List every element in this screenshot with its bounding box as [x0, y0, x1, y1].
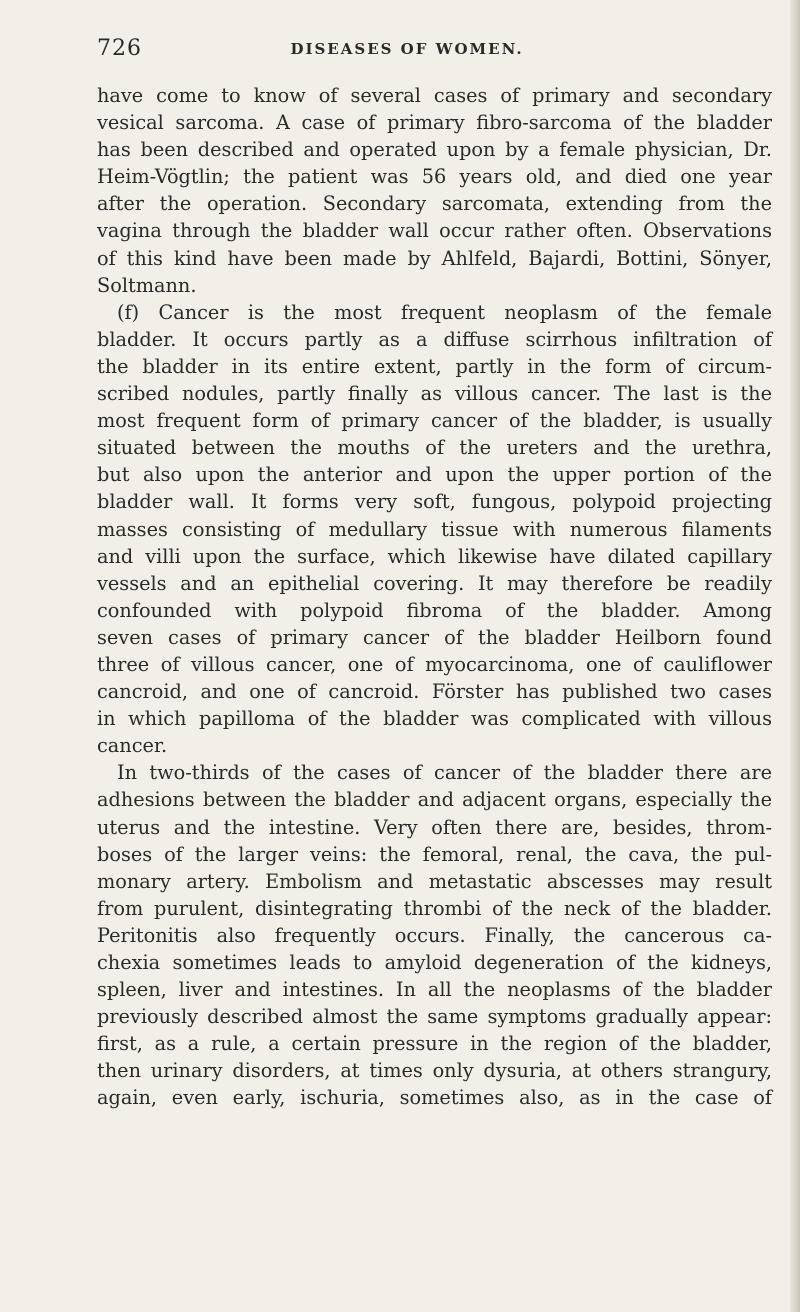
- text-line: vessels and an epithelial covering. It may therefore be readily: [97, 571, 772, 595]
- text-line: masses consisting of medullary tissue with numerous filaments: [97, 517, 772, 541]
- page-edge: [790, 0, 800, 1312]
- text-line: the bladder in its entire extent, partly in the form of circum-: [97, 354, 772, 378]
- text-line: previously described almost the same symptoms gradually appear:: [97, 1005, 772, 1029]
- text-line: vesical sarcoma. A case of primary fibro-sarcoma of the bladder: [97, 111, 772, 135]
- text-line: In two-thirds of the cases of cancer of the bladder there are: [117, 761, 772, 785]
- text-line: adhesions between the bladder and adjacent organs, especially the: [97, 788, 772, 812]
- text-line: Heim-Vögtlin; the patient was 56 years old, and died one year: [97, 165, 772, 189]
- text-line: situated between the mouths of the ureters and the urethra,: [97, 436, 772, 460]
- text-line: has been described and operated upon by a female physician, Dr.: [97, 138, 772, 162]
- text-line: vagina through the bladder wall occur rather often. Observations: [97, 219, 772, 243]
- text-line: uterus and the intestine. Very often there are, besides, throm-: [97, 815, 772, 839]
- text-line: again, even early, ischuria, sometimes also, as in the case of: [97, 1086, 772, 1110]
- text-line: after the operation. Secondary sarcomata, extending from the: [97, 192, 772, 216]
- text-line: from purulent, disintegrating thrombi of the neck of the bladder.: [97, 896, 772, 920]
- text-line: cancer.: [97, 734, 168, 758]
- text-line: in which papilloma of the bladder was complicated with villous: [97, 707, 772, 731]
- text-line: chexia sometimes leads to amyloid degeneration of the kidneys,: [97, 951, 772, 974]
- text-line: seven cases of primary cancer of the bladder Heilborn found: [97, 625, 772, 649]
- running-head: DISEASES OF WOMEN.: [290, 40, 524, 58]
- text-line: three of villous cancer, one of myocarcinoma, one of cauliflower: [97, 652, 772, 676]
- text-line: (f) Cancer is the most frequent neoplasm of the female: [117, 300, 772, 324]
- page-header: [97, 36, 717, 76]
- text-line: bladder. It occurs partly as a diffuse scirrhous infiltration of: [97, 327, 772, 351]
- text-line: confounded with polypoid fibroma of the bladder. Among: [97, 598, 772, 622]
- text-line: Soltmann.: [97, 273, 197, 297]
- text-line: bladder wall. It forms very soft, fungous, polypoid projecting: [97, 490, 772, 514]
- text-line: Peritonitis also frequently occurs. Finally, the cancerous ca-: [97, 923, 772, 947]
- body-text: [97, 82, 772, 1112]
- text-line: cancroid, and one of cancroid. Förster has published two cases: [97, 680, 772, 704]
- page-number: 726: [97, 36, 142, 61]
- text-line: and villi upon the surface, which likewise have dilated capillary: [97, 544, 772, 568]
- text-line: but also upon the anterior and upon the upper portion of the: [97, 463, 772, 487]
- text-line: scribed nodules, partly finally as villous cancer. The last is the: [97, 382, 772, 406]
- text-line: have come to know of several cases of primary and secondary: [97, 84, 772, 107]
- text-line: first, as a rule, a certain pressure in the region of the bladder,: [97, 1032, 772, 1056]
- text-line: of this kind have been made by Ahlfeld, Bajardi, Bottini, Sönyer,: [97, 246, 772, 270]
- text-line: most frequent form of primary cancer of the bladder, is usually: [97, 409, 772, 433]
- text-line: spleen, liver and intestines. In all the neoplasms of the bladder: [97, 978, 772, 1002]
- text-line: boses of the larger veins: the femoral, renal, the cava, the pul-: [97, 842, 772, 866]
- text-line: monary artery. Embolism and metastatic abscesses may result: [97, 869, 772, 893]
- text-line: then urinary disorders, at times only dysuria, at others strangury,: [97, 1059, 772, 1083]
